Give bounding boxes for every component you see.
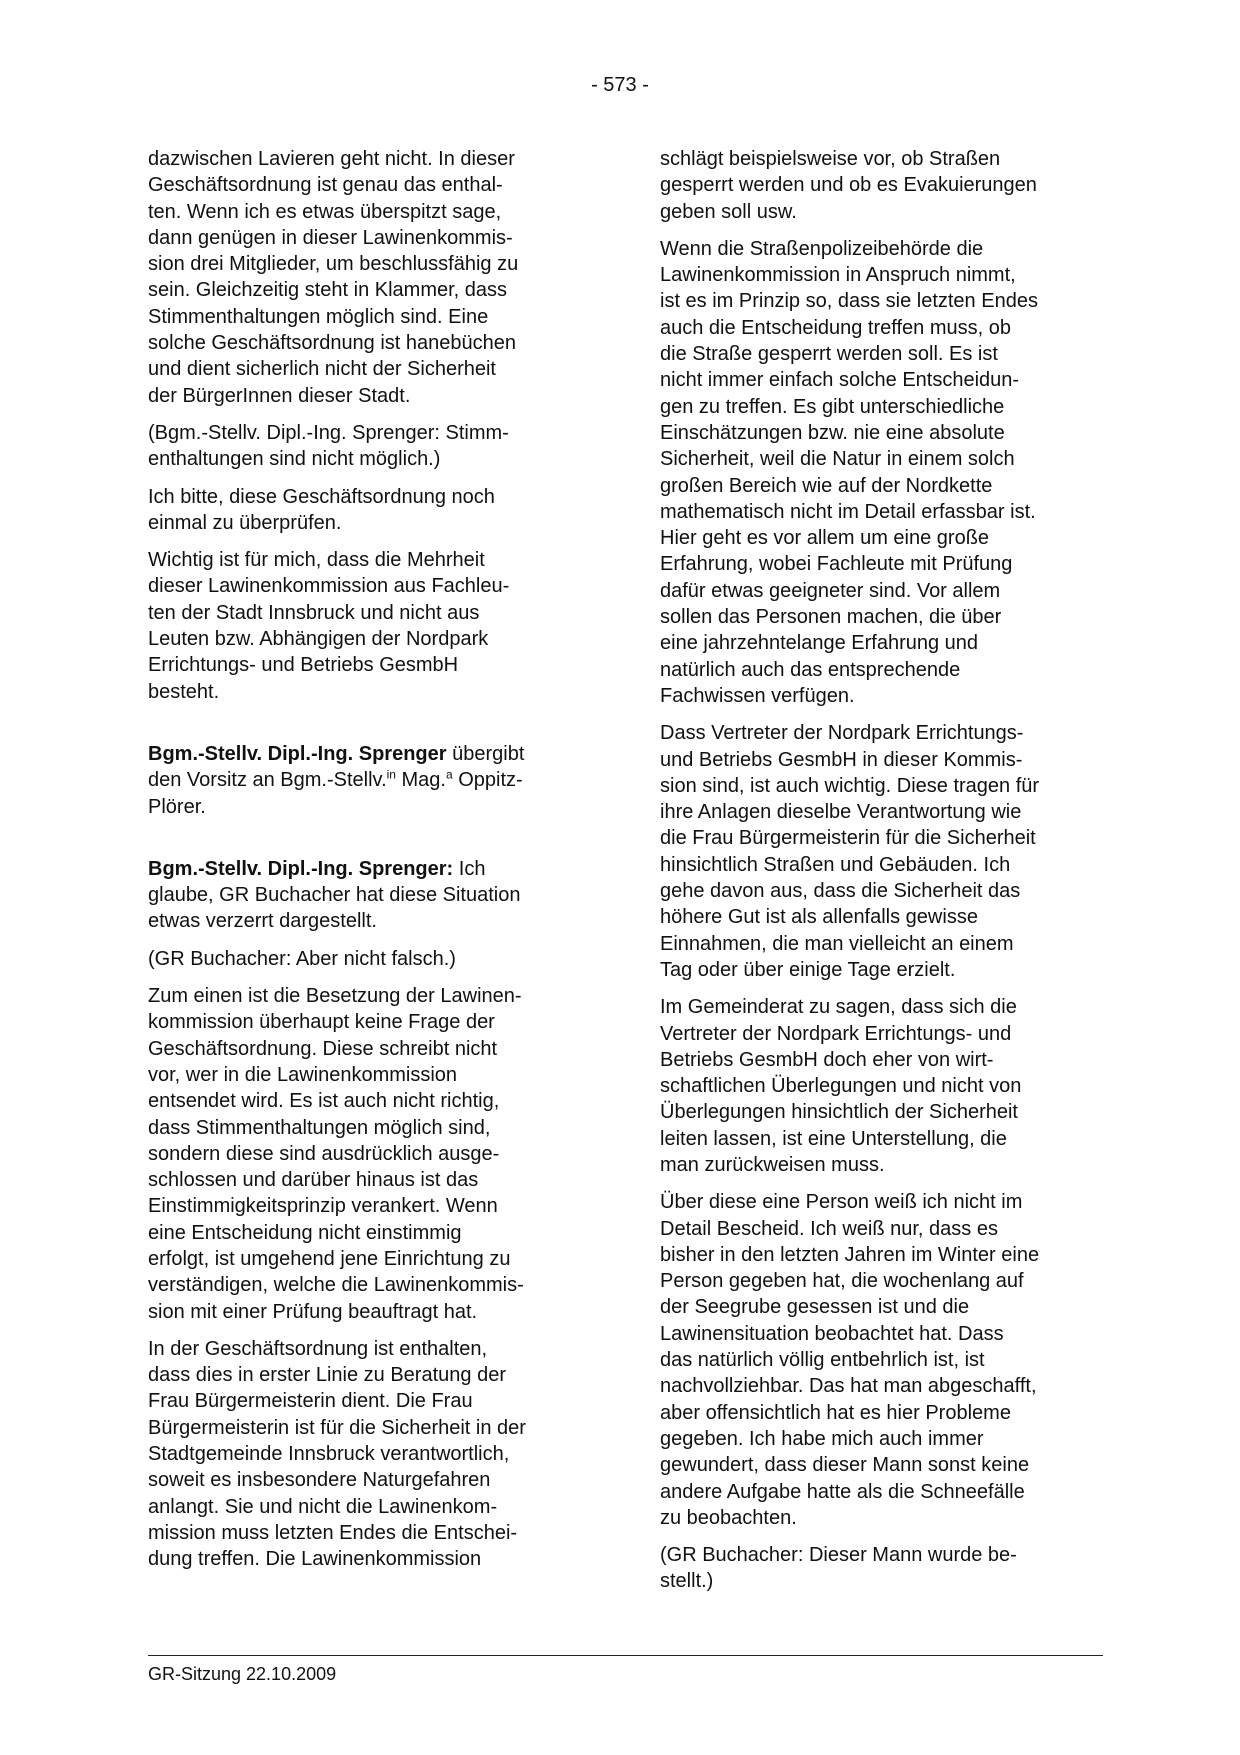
- paragraph: Zum einen ist die Besetzung der Lawinen- kommission überhaupt keine Frage der Geschäftsordnung. Diese schreibt nicht vor, wer in die Lawinenkommission entsendet wird. Es ist auch nicht richtig, dass Stimmenthaltungen möglich sind, sondern diese sind ausdrücklich ausge- schlossen und darüber hinaus ist das Einstimmigkeitsprinzip verankert. Wenn eine Entscheidung nicht einstimmig erfolgt, ist umgehend jene Einrichtung zu verständigen, welche die Lawinenkommis- sion mit einer Prüfung beauftragt hat.: [148, 985, 524, 1323]
- statement-text: Ich glaube, GR Buchacher hat diese Situation etwas verzerrt dargestellt.: [148, 857, 521, 933]
- handover-text: Mag.: [395, 769, 446, 792]
- paragraph: dazwischen Lavieren geht nicht. In dieser Geschäftsordnung ist genau das enthal- ten. Wenn ich es etwas überspitzt sage, dann genügen in dieser Lawinenkommis- sion drei Mitglieder, um beschlussfähig zu sein. Gleichzeitig steht in Klammer, dass Stimmenthaltungen möglich sind. Eine solche Geschäftsordnung ist hanebüchen und dient sicherlich nicht der Sicherheit der BürgerInnen dieser Stadt.: [148, 148, 519, 407]
- paragraph: Wichtig ist für mich, dass die Mehrheit dieser Lawinenkommission aus Fachleu- ten der Stadt Innsbruck und nicht aus Leuten bzw. Abhängigen der Nordpark Errichtungs- und Betriebs GesmbH besteht.: [148, 549, 510, 703]
- speaker-name: Bgm.-Stellv. Dipl.-Ing. Sprenger:: [148, 857, 454, 880]
- footer-divider: [148, 1655, 1103, 1656]
- speaker-name: Bgm.-Stellv. Dipl.-Ing. Sprenger: [148, 742, 447, 765]
- interjection: (GR Buchacher: Aber nicht falsch.): [148, 947, 456, 970]
- page-number: - 573 -: [591, 74, 649, 96]
- superscript-a: a: [446, 767, 453, 782]
- paragraph: Wenn die Straßenpolizeibehörde die Lawinenkommission in Anspruch nimmt, ist es im Prinzip so, dass sie letzten Endes auch die Entscheidung treffen muss, ob die Straße gesperrt werden soll. Es ist nicht immer einfach solche Entscheidun- gen zu treffen. Es gibt unterschiedliche Einschätzungen bzw. nie eine absolute Sicherheit, weil die Natur in einem solch großen Bereich wie auf der Nordkette mathematisch nicht im Detail erfassbar ist. Hier geht es vor allem um eine große Erfahrung, wobei Fachleute mit Prüfung dafür etwas geeigneter sind. Vor allem sollen das Personen machen, die über eine jahrzehntelange Erfahrung und natürlich auch das entsprechende Fachwissen verfügen.: [660, 237, 1038, 707]
- speaker-statement: [148, 856, 586, 935]
- interjection: (Bgm.-Stellv. Dipl.-Ing. Sprenger: Stimm- enthaltungen sind nicht möglich.): [148, 421, 509, 471]
- paragraph: Im Gemeinderat zu sagen, dass sich die Vertreter der Nordpark Errichtungs- und Betriebs GesmbH doch eher von wirt- schaftlichen Überlegungen und nicht von Überlegungen hinsichtlich der Sicherheit leiten lassen, ist eine Unterstellung, die man zurückweisen muss.: [660, 996, 1022, 1176]
- interjection: (GR Buchacher: Dieser Mann wurde be- stellt.): [660, 1544, 1017, 1593]
- paragraph: schlägt beispielsweise vor, ob Straßen gesperrt werden und ob es Evakuierungen geben soll usw.: [660, 148, 1037, 223]
- footer-session-date: GR-Sitzung 22.10.2009: [148, 1664, 337, 1684]
- paragraph: Über diese eine Person weiß ich nicht im Detail Bescheid. Ich weiß nur, dass es bisher in den letzten Jahren im Winter eine Person gegeben hat, die wochenlang auf der Seegrube gesessen ist und die Lawinensituation beobachtet hat. Dass das natürlich völlig entbehrlich ist, ist nachvollziehbar. Das hat man abgeschafft, aber offensichtlich hat es hier Probleme gegeben. Ich habe mich auch immer gewundert, dass dieser Mann sonst keine andere Aufgabe hatte als die Schneefälle zu beobachten.: [660, 1191, 1040, 1529]
- right-column: [660, 146, 1102, 1606]
- paragraph: Dass Vertreter der Nordpark Errichtungs- und Betriebs GesmbH in dieser Kommis- sion sind, ist auch wichtig. Diese tragen für ihre Anlagen dieselbe Verantwortung wie die Frau Bürgermeisterin für die Sicherheit hinsichtlich Straßen und Gebäuden. Ich gehe davon aus, dass die Sicherheit das höhere Gut ist als allenfalls gewisse Einnahmen, die man vielleicht an einem Tag oder über einige Tage erzielt.: [660, 722, 1040, 981]
- paragraph: In der Geschäftsordnung ist enthalten, dass dies in erster Linie zu Beratung der Frau Bürgermeisterin dient. Die Frau Bürgermeisterin ist für die Sicherheit in der Stadtgemeinde Innsbruck verantwortlich, soweit es insbesondere Naturgefahren anlangt. Sie und nicht die Lawinenkom- mission muss letzten Endes die Entschei- dung treffen. Die Lawinenkommission: [148, 1337, 526, 1571]
- superscript-in: in: [386, 767, 396, 782]
- left-column: [148, 146, 586, 1584]
- handover-text: übergibt den Vorsitz an Bgm.-Stellv.: [148, 742, 525, 792]
- handover-text: Oppitz- Plörer.: [148, 769, 523, 818]
- paragraph: Ich bitte, diese Geschäftsordnung noch einmal zu überprüfen.: [148, 485, 495, 534]
- chair-handover-note: [148, 741, 586, 820]
